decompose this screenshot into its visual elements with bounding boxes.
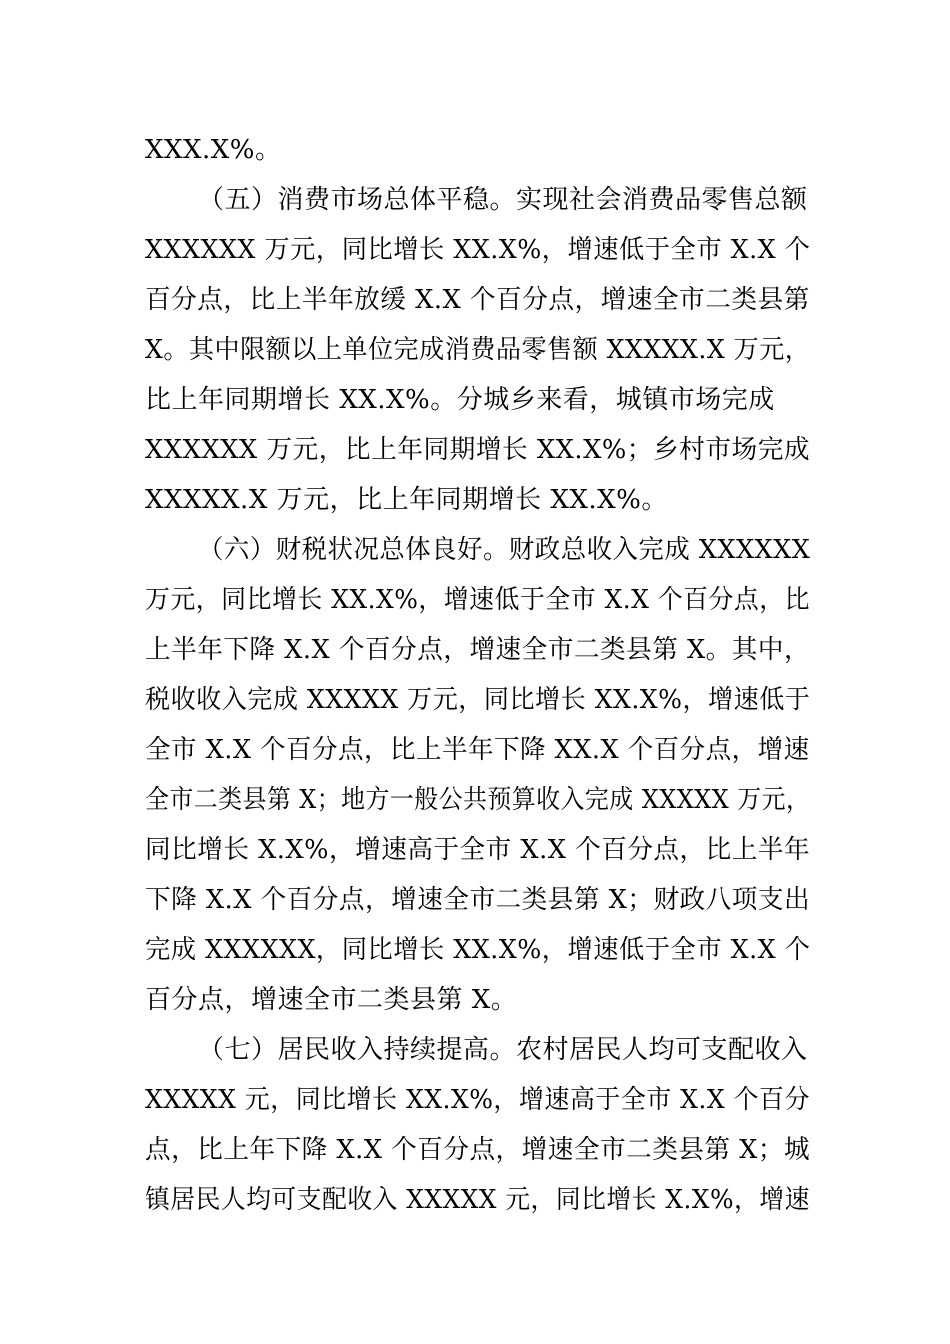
text-line: 完成 XXXXXX，同比增长 XX.X%，增速低于全市 X.X 个 <box>145 935 811 965</box>
text-line: 镇居民人均可支配收入 XXXXX 元，同比增长 X.X%，增速 <box>145 1185 810 1215</box>
text-line: XXXXX.X 万元，比上年同期增长 XX.X%。 <box>145 485 668 515</box>
text-line: XXXXX 元，同比增长 XX.X%，增速高于全市 X.X 个百分 <box>145 1085 810 1115</box>
section-heading-income: （七）居民收入持续提高。农村居民人均可支配收入 <box>198 1035 808 1065</box>
text-line: 百分点，比上半年放缓 X.X 个百分点，增速全市二类县第 <box>145 285 810 315</box>
text-line: 百分点，增速全市二类县第 X。 <box>145 985 518 1015</box>
text-line: 同比增长 X.X%，增速高于全市 X.X 个百分点，比上半年 <box>145 835 811 865</box>
text-line: XXXXXX 万元，同比增长 XX.X%，增速低于全市 X.X 个 <box>145 235 811 265</box>
text-line: 万元，同比增长 XX.X%，增速低于全市 X.X 个百分点，比 <box>145 585 811 615</box>
text-line: XXX.X%。 <box>145 135 282 165</box>
text-line: 税收收入完成 XXXXX 万元，同比增长 XX.X%，增速低于 <box>145 685 811 715</box>
section-heading-consumption: （五）消费市场总体平稳。实现社会消费品零售总额 <box>198 185 808 215</box>
text-line: 比上年同期增长 XX.X%。分城乡来看，城镇市场完成 <box>145 385 775 415</box>
text-line: 全市 X.X 个百分点，比上半年下降 XX.X 个百分点，增速 <box>145 735 810 765</box>
text-line: 上半年下降 X.X 个百分点，增速全市二类县第 X。其中， <box>145 635 811 665</box>
text-line: XXXXXX 万元，比上年同期增长 XX.X%；乡村市场完成 <box>145 435 811 465</box>
text-line: 下降 X.X 个百分点，增速全市二类县第 X；财政八项支出 <box>145 885 811 915</box>
section-heading-finance: （六）财税状况总体良好。财政总收入完成 XXXXXX <box>198 535 811 565</box>
text-line: 全市二类县第 X；地方一般公共预算收入完成 XXXXX 万元， <box>145 785 811 815</box>
text-line: 点，比上年下降 X.X 个百分点，增速全市二类县第 X；城 <box>145 1135 811 1165</box>
text-line: X。其中限额以上单位完成消费品零售额 XXXXX.X 万元， <box>145 335 811 365</box>
